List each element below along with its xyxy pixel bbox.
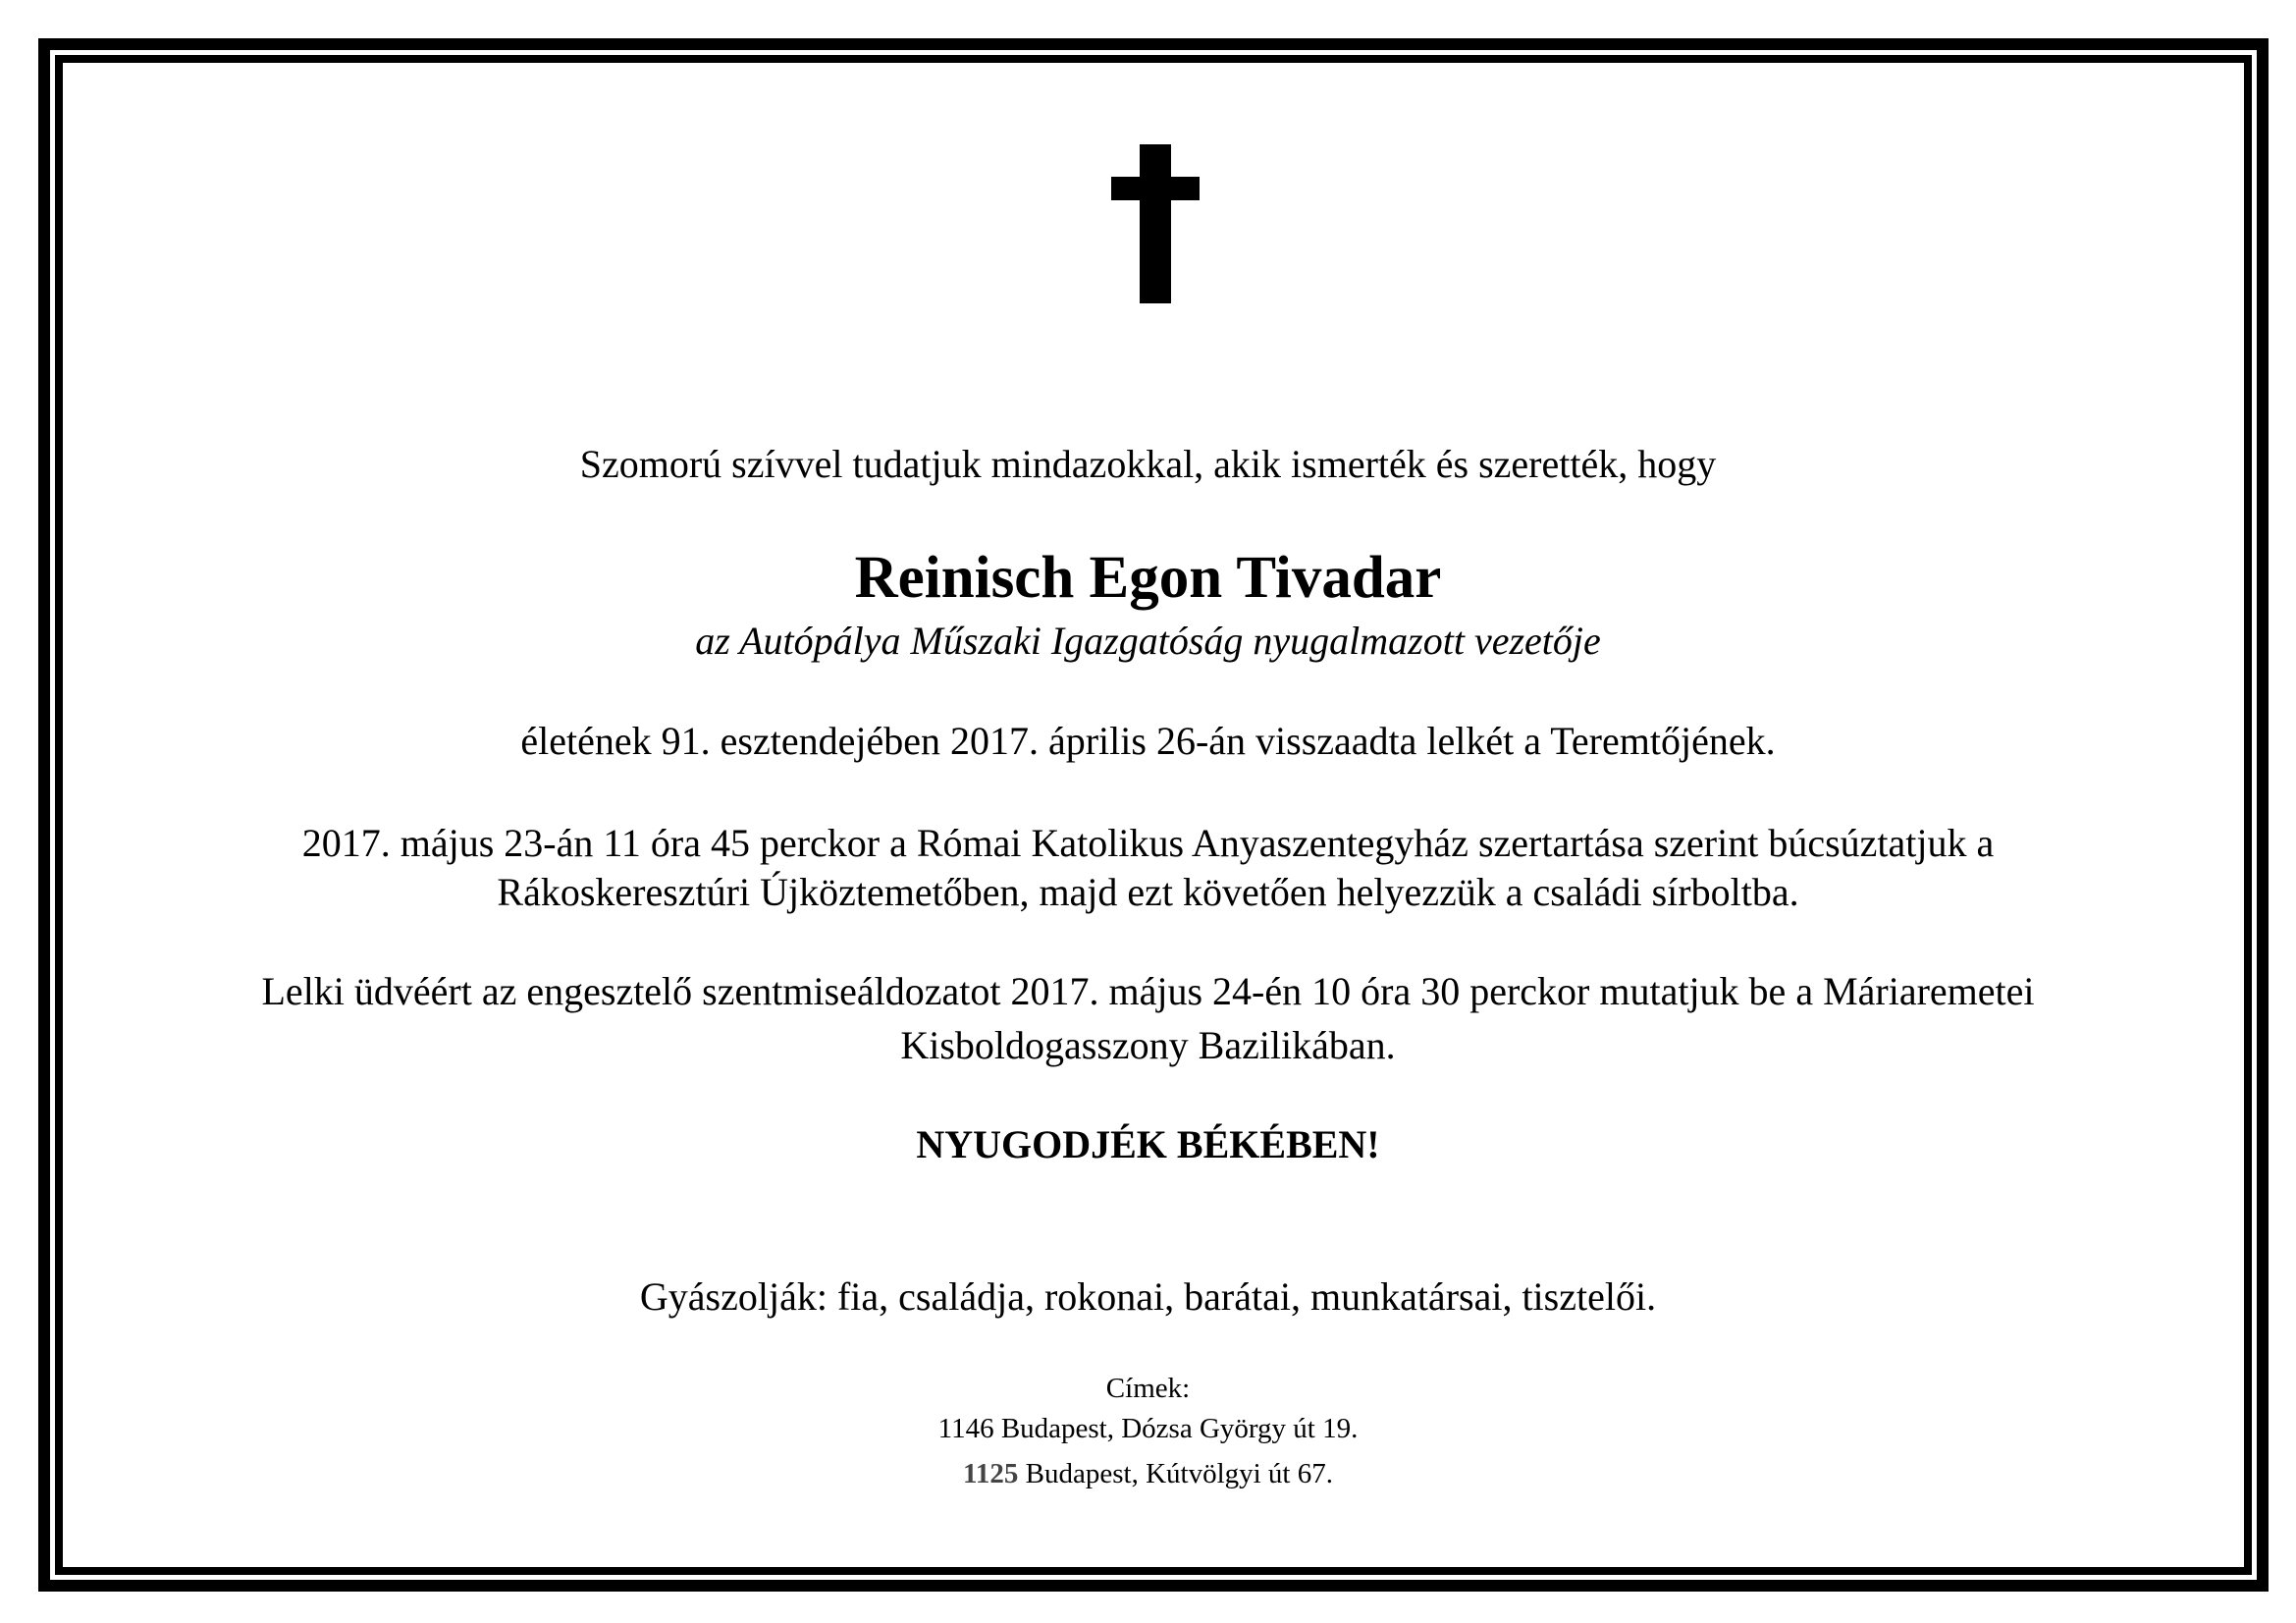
address-1: 1146 Budapest, Dózsa György út 19.: [937, 1413, 1359, 1444]
deceased-name: Reinisch Egon Tivadar: [854, 545, 1442, 611]
funeral-line-1: 2017. május 23-án 11 óra 45 perckor a Római Katolikus Anyaszentegyház szertartása szerint búcsúztatjuk a: [301, 821, 1995, 865]
mass-line-2: Kisboldogasszony Bazilikában.: [900, 1023, 1396, 1067]
address-2-zip: 1125: [962, 1458, 1019, 1489]
mourners-text: Gyászolják: fia, családja, rokonai, barátai, munkatársai, tisztelői.: [639, 1274, 1657, 1319]
cross-horizontal-bar: [1111, 177, 1200, 200]
cross-vertical-bar: [1140, 144, 1171, 303]
rest-in-peace: NYUGODJÉK BÉKÉBEN!: [916, 1122, 1380, 1166]
intro-text: Szomorú szívvel tudatjuk mindazokkal, akik ismerték és szerették, hogy: [579, 442, 1717, 486]
mass-line-1: Lelki üdvéért az engesztelő szentmiseáldozatot 2017. május 24-én 10 óra 30 perckor mutatjuk be a Máriaremetei: [261, 969, 2035, 1013]
deceased-title: az Autópálya Műszaki Igazgatóság nyugalmazott vezetője: [695, 619, 1601, 663]
funeral-line-2: Rákoskeresztúri Újköztemetőben, majd ezt követően helyezzük a családi sírboltba.: [497, 870, 1799, 914]
address-2-rest: Budapest, Kútvölgyi út 67.: [1018, 1458, 1333, 1489]
death-notice: életének 91. esztendejében 2017. április 26-án visszaadta lelkét a Teremtőjének.: [520, 719, 1776, 763]
address-2: [98, 1456, 2198, 1491]
addresses-label: Címek:: [1105, 1373, 1191, 1404]
